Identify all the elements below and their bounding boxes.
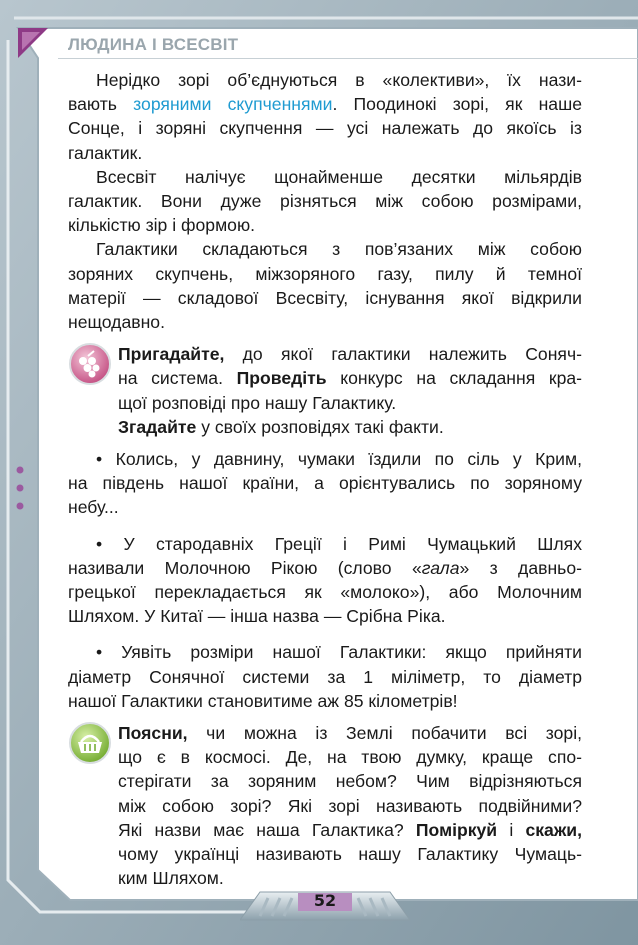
task-line: щої розповіді про нашу Галактику. bbox=[118, 392, 397, 413]
task-line: стерігати за зоряним небом? Чим відрізняються bbox=[118, 771, 582, 792]
paragraph-line: Сонце, і зоряні скупчення — усі належать до якоїсь із bbox=[68, 118, 582, 139]
task-line: чому українці називають нашу Галактику Чумаць- bbox=[118, 844, 582, 865]
fact-line: Шляхом. У Китаї — інша назва — Срібна Ріка. bbox=[68, 606, 446, 627]
task-line: що є в космосі. Де, на твою думку, краще спо- bbox=[118, 747, 582, 768]
action-word: Пригадайте, bbox=[118, 344, 225, 365]
task-line: на система. Проведіть конкурс на складання кра- bbox=[118, 368, 582, 389]
paragraph-line: вають зоряними скупченнями. Поодинокі зорі, як наше bbox=[68, 94, 582, 115]
task-line: між собою зорі? Які зорі називають подвійними? bbox=[118, 795, 582, 816]
header-divider bbox=[58, 58, 638, 59]
paragraph-line: галактик. Вони дуже різняться між собою розмірами, bbox=[68, 191, 582, 212]
fact-line: • Колись, у давнину, чумаки їздили по сіль у Крим, bbox=[96, 449, 582, 470]
paragraph-line: зоряних скупчень, міжзоряного газу, пилу й темної bbox=[68, 263, 582, 284]
action-word: Проведіть bbox=[236, 368, 327, 389]
task-line: Поясни, чи можна із Землі побачити всі зорі, bbox=[118, 723, 582, 744]
task-line: Згадайте у своїх розповідях такі факти. bbox=[118, 416, 444, 437]
italic-word: гала bbox=[421, 557, 460, 578]
fact-line: • Уявіть розміри нашої Галактики: якщо прийняти bbox=[96, 642, 582, 663]
paragraph-line: галактик. bbox=[68, 142, 143, 163]
paragraph-line: матерії — складової Всесвіту, існування якої відкрили bbox=[68, 287, 582, 308]
fact-line: • У стародавніх Греції і Римі Чумацький Шлях bbox=[96, 533, 582, 554]
paragraph-line: Галактики складаються з пов’язаних між собою bbox=[96, 239, 582, 260]
task-explain bbox=[68, 721, 582, 890]
fact-block bbox=[68, 447, 582, 520]
key-term: зоряними скупченнями bbox=[133, 94, 333, 115]
task-line: Які назви має наша Галактика? Поміркуй і скажи, bbox=[118, 819, 582, 840]
task-line: ким Шляхом. bbox=[118, 868, 224, 889]
task-remember bbox=[68, 342, 582, 439]
paragraph-line: кількістю зір і формою. bbox=[68, 215, 256, 236]
side-dots-icon bbox=[14, 464, 26, 514]
basket-icon bbox=[68, 721, 112, 765]
fact-line: нашої Галактики становитиме аж 85 кілометрів! bbox=[68, 690, 458, 711]
grapes-icon bbox=[68, 342, 112, 386]
corner-triangle-icon bbox=[18, 28, 48, 58]
task-line: Пригадайте, до якої галактики належить Соняч- bbox=[118, 344, 582, 365]
fact-line: діаметр Сонячної системи за 1 міліметр, то діаметр bbox=[68, 666, 582, 687]
action-word: Згадайте bbox=[118, 416, 197, 437]
fact-line: небу... bbox=[68, 497, 119, 518]
action-word: скажи, bbox=[525, 819, 582, 840]
action-word: Поміркуй bbox=[415, 819, 498, 840]
paragraph-line: Нерідко зорі об’єднуються в «колективи», їх нази- bbox=[96, 70, 582, 90]
paragraph-line: Всесвіт налічує щонайменше десятки мільярдів bbox=[96, 166, 582, 187]
fact-line: називали Молочною Рікою (слово «гала» з давньо- bbox=[68, 557, 582, 578]
paragraph-line: нещодавно. bbox=[68, 312, 165, 333]
fact-line: на південь нашої країни, а орієнтувались по зоряному bbox=[68, 473, 582, 494]
section-title: ЛЮДИНА І ВСЕСВІТ bbox=[68, 35, 239, 54]
action-word: Поясни, bbox=[118, 723, 188, 744]
page-number: 52 bbox=[313, 891, 337, 910]
fact-block bbox=[68, 532, 582, 629]
main-content bbox=[68, 68, 582, 891]
fact-line: грецької перекладається як «молоко»), або Молочним bbox=[68, 582, 582, 603]
fact-block bbox=[68, 640, 582, 713]
